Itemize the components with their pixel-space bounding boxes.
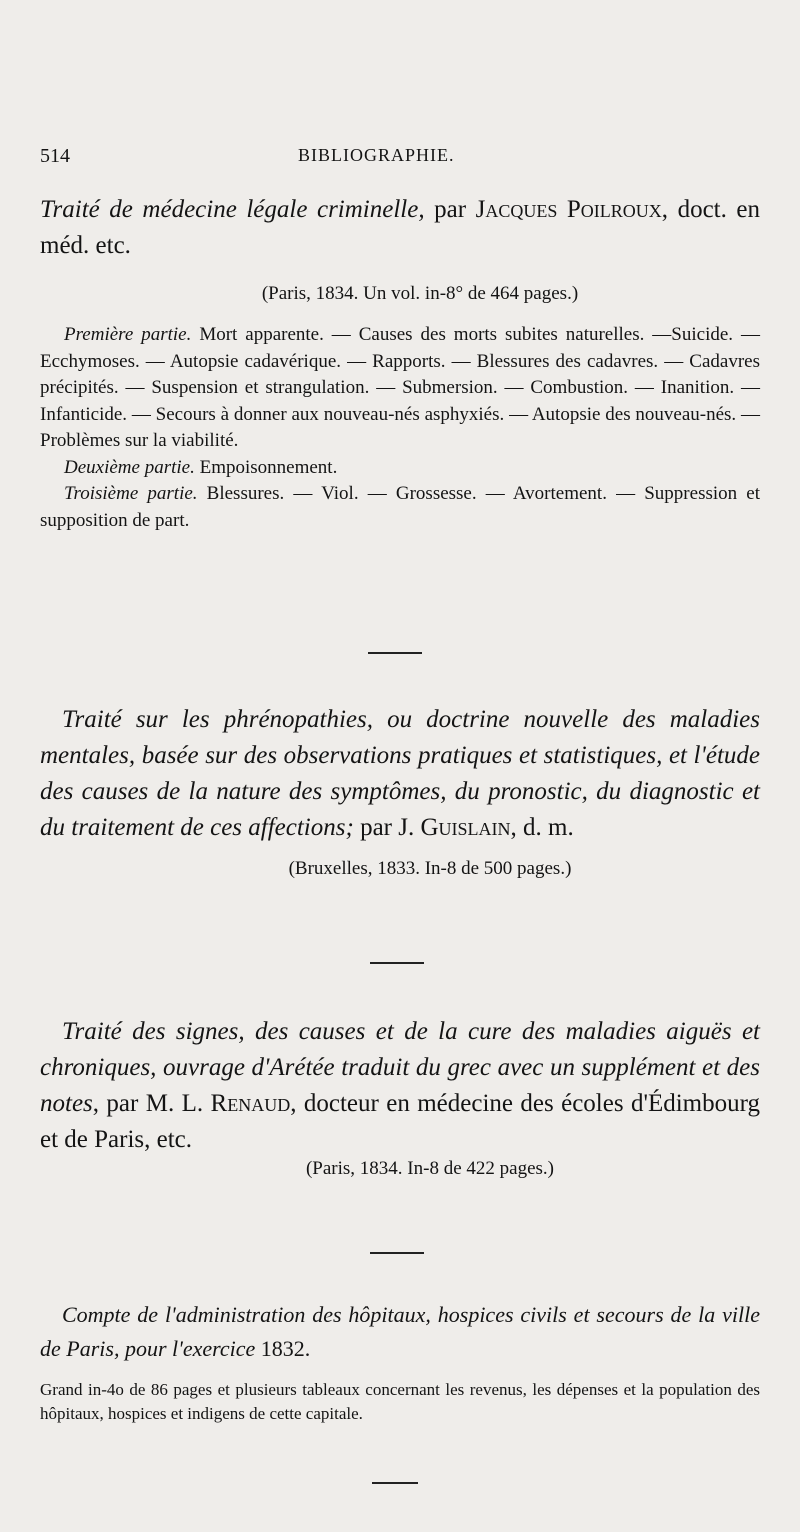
entry-title [40, 192, 760, 264]
entry-description: Grand in-4o de 86 pages et plusieurs tableaux concernant les revenus, les dépenses et la population des hôpitaux, hospices et indigens de cette capitale. [40, 1380, 760, 1423]
entry-title-italic: Traité des signes, des causes et de la cure des maladies aiguës et chroniques, ouvrage d'Arétée traduit du grec avec un supplément et des notes [40, 1018, 760, 1117]
publication-info: (Paris, 1834. In-8 de 422 pages.) [305, 1158, 554, 1179]
entry-title-italic: Traité sur les phrénopathies, ou doctrine nouvelle des maladies mentales, basée sur des observations pratiques et statistiques, et l'étude des causes de la nature des symptômes, du pronostic, du diagnostic et du traitement de ces affections; [40, 706, 760, 841]
publication-info: (Bruxelles, 1833. In-8 de 500 pages.) [288, 858, 572, 879]
entry-contents [40, 322, 760, 534]
part-3-name: Troisième partie. [64, 483, 198, 504]
part-1-name: Première partie. [64, 324, 192, 345]
bibliography-entry-2 [40, 702, 760, 880]
entry-title-rest: , docteur en médecine des écoles d'Édimbourg et de Paris, etc. [40, 1090, 761, 1153]
page-number: 514 [40, 145, 70, 167]
separator-rule [370, 962, 424, 964]
bibliography-entry-3 [40, 1014, 760, 1180]
part-2-text: Empoisonnement. [194, 456, 338, 478]
separator-rule [370, 1252, 424, 1254]
entry-title-year: 1832. [255, 1336, 311, 1361]
running-head [40, 145, 760, 175]
entry-author: Guislain [420, 814, 511, 841]
separator-rule [368, 652, 422, 654]
part-3-text: Blessures. — Viol. — Grossesse. — Avortement. — Suppression et supposition de part. [40, 483, 760, 531]
entry-title-by: par [424, 196, 476, 223]
part-1-text: Mort apparente. — Causes des morts subites naturelles. —Suicide. — Ecchymoses. — Autopsie cadavérique. — Rapports. — Blessures des cadavres. — Cadavres précipités. — Suspension et strangulation. — Submersion. — Combustion. — Inanition. — Infanticide. — Secours à donner aux nouveau-nés asphyxiés. — Autopsie des nouveau-nés. — Problèmes sur la viabilité. [40, 324, 760, 451]
separator-rule [372, 1482, 418, 1484]
part-1 [40, 322, 760, 455]
entry-title [40, 1014, 760, 1158]
part-2-name: Deuxième partie. [64, 456, 195, 478]
entry-title-rest: , doct. en méd. etc. [40, 196, 761, 259]
entry-title-italic: Compte de l'administration des hôpitaux, hospices civils et secours de la ville de Paris, pour l'exercice [40, 1302, 760, 1361]
entry-title-rest: , d. m. [510, 814, 574, 841]
entry-title-italic: Traité de médecine légale criminelle, [40, 196, 425, 223]
entry-title [40, 702, 760, 846]
entry-title-by: par J. [353, 814, 421, 841]
publication-info: (Paris, 1834. Un vol. in-8° de 464 pages.) [261, 283, 579, 304]
part-3 [40, 481, 760, 534]
entry-author: Renaud [210, 1090, 291, 1117]
bibliography-entry-4 [40, 1298, 760, 1426]
entry-author: Jacques Poilroux [475, 196, 662, 223]
entry-title [40, 1298, 760, 1366]
bibliography-entry-1 [40, 192, 761, 531]
entry-title-by: , par M. L. [92, 1090, 211, 1117]
running-title: BIBLIOGRAPHIE. [298, 145, 455, 165]
part-2 [40, 455, 760, 482]
